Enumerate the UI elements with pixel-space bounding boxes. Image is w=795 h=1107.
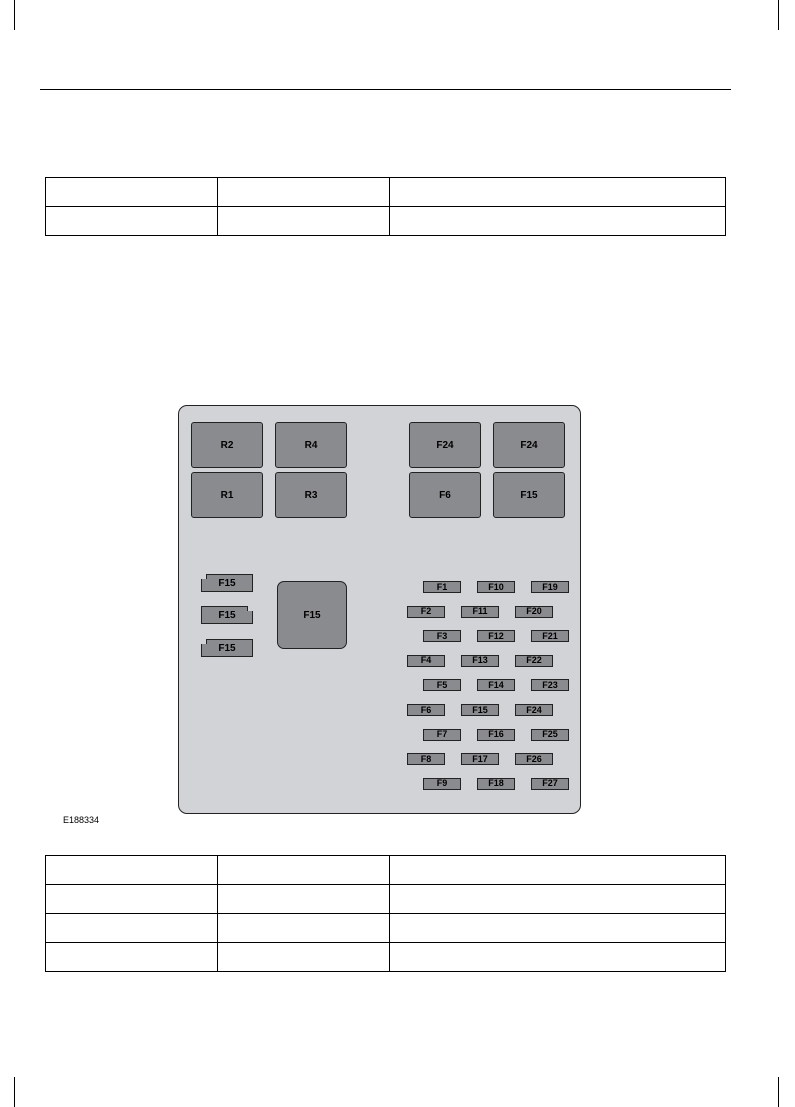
mini-fuse: F13 [461, 655, 499, 667]
mini-fuse: F16 [477, 729, 515, 741]
side-fuse [201, 574, 253, 592]
table-cell [218, 943, 390, 972]
table-cell [218, 207, 390, 236]
table-cell [46, 856, 218, 885]
fuse-f15-large: F15 [493, 472, 565, 518]
mini-fuse: F8 [407, 753, 445, 765]
bottom-table [45, 855, 726, 972]
mini-fuse: F27 [531, 778, 569, 790]
table-cell [390, 943, 726, 972]
mini-fuse: F19 [531, 581, 569, 593]
side-fuse-label: F15 [218, 642, 236, 654]
table-cell [390, 856, 726, 885]
table-cell [46, 943, 218, 972]
mini-fuse: F26 [515, 753, 553, 765]
table-cell [218, 885, 390, 914]
mini-fuse: F5 [423, 679, 461, 691]
fuse-box-panel [178, 405, 581, 814]
side-fuse [201, 606, 253, 624]
table-cell [218, 178, 390, 207]
mini-fuse: F17 [461, 753, 499, 765]
mini-fuse: F25 [531, 729, 569, 741]
table-cell [218, 914, 390, 943]
table-cell [218, 856, 390, 885]
table-row [46, 856, 726, 885]
mini-fuse: F20 [515, 606, 553, 618]
relay-r2: R2 [191, 422, 263, 468]
figure-id: E188334 [63, 815, 100, 825]
table-cell [390, 178, 726, 207]
table-cell [46, 178, 218, 207]
mini-fuse: F2 [407, 606, 445, 618]
fuse-f24-large-left: F24 [409, 422, 481, 468]
fuse-f6-large: F6 [409, 472, 481, 518]
crop-mark-bottom-right [778, 1077, 779, 1107]
top-table [45, 177, 726, 236]
mini-fuse: F1 [423, 581, 461, 593]
mini-fuse: F21 [531, 630, 569, 642]
crop-mark-top-right [778, 0, 779, 30]
table-row [46, 178, 726, 207]
mini-fuse: F15 [461, 704, 499, 716]
table-row [46, 207, 726, 236]
crop-mark-bottom-left [14, 1077, 15, 1107]
mini-fuse: F9 [423, 778, 461, 790]
table-cell [46, 914, 218, 943]
crop-mark-top-left [14, 0, 15, 30]
side-fuse-label: F15 [218, 609, 236, 621]
relay-r1: R1 [191, 472, 263, 518]
table-row [46, 914, 726, 943]
mini-fuse: F10 [477, 581, 515, 593]
fuse-f24-large-right: F24 [493, 422, 565, 468]
center-fuse: F15 [277, 581, 347, 649]
side-fuse-label: F15 [218, 577, 236, 589]
mini-fuse: F14 [477, 679, 515, 691]
table-row [46, 885, 726, 914]
side-fuse [201, 639, 253, 657]
relay-r4: R4 [275, 422, 347, 468]
table-cell [46, 207, 218, 236]
relay-r3: R3 [275, 472, 347, 518]
mini-fuse: F23 [531, 679, 569, 691]
mini-fuse: F12 [477, 630, 515, 642]
mini-fuse: F3 [423, 630, 461, 642]
header-rule [40, 89, 731, 90]
mini-fuse: F7 [423, 729, 461, 741]
table-cell [390, 207, 726, 236]
mini-fuse: F22 [515, 655, 553, 667]
mini-fuse: F4 [407, 655, 445, 667]
mini-fuse: F6 [407, 704, 445, 716]
mini-fuse: F18 [477, 778, 515, 790]
table-row [46, 943, 726, 972]
mini-fuse: F24 [515, 704, 553, 716]
mini-fuse: F11 [461, 606, 499, 618]
table-cell [46, 885, 218, 914]
table-cell [390, 885, 726, 914]
table-cell [390, 914, 726, 943]
